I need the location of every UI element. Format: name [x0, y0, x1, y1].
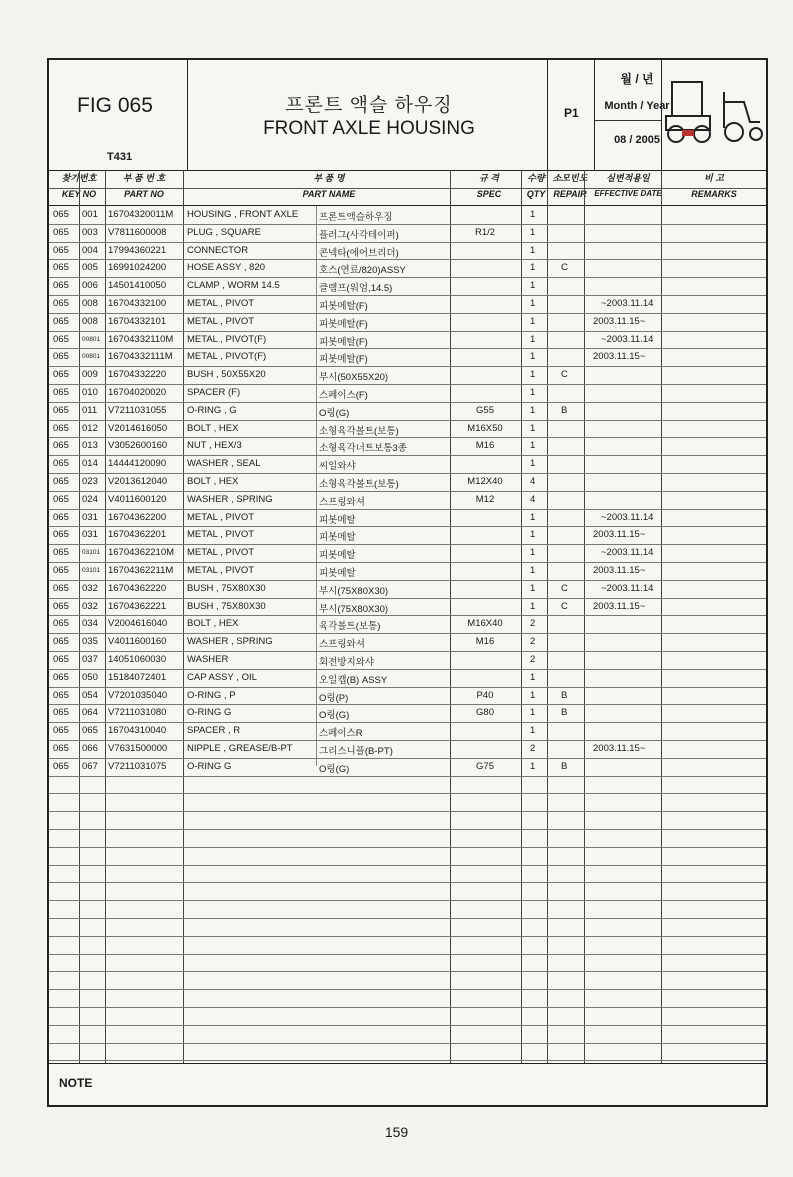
cell-key-no: 065 [82, 725, 98, 737]
cell-part-name-ko: 스프링와셔 [319, 496, 365, 508]
cell-part-name-en: METAL , PIVOT(F) [187, 351, 267, 363]
cell-part-no: 16704020020 [108, 387, 167, 398]
col-name-ko: 부 품 명 [313, 173, 345, 183]
cell-qty: 2 [530, 654, 536, 665]
cell-key-no: 014 [82, 458, 98, 470]
cell-spec: M16 [475, 440, 495, 452]
cell-qty: 1 [530, 333, 536, 345]
table-row [49, 687, 766, 706]
table-row [49, 259, 766, 278]
empty-row [49, 829, 766, 848]
cell-qty: 1 [530, 244, 536, 256]
col-eff-ko: 실변적용일 [606, 173, 650, 183]
cell-key-no: 010 [82, 387, 98, 398]
cell-part-no: 16704320011M [108, 209, 174, 220]
empty-row [49, 1007, 766, 1026]
col-key-ko: 찾기번호 [61, 173, 97, 183]
cell-part-name-ko: 피봇메탈(F) [319, 301, 368, 312]
empty-row [49, 882, 766, 901]
cell-spec: P40 [476, 689, 494, 701]
cell-key-no: 012 [82, 422, 98, 434]
cell-part-name-ko: 오일캡(B) ASSY [319, 674, 388, 686]
table-row [49, 277, 766, 296]
cell-spec: M12X40 [467, 476, 503, 487]
cell-fig: 065 [53, 600, 69, 612]
table-row [49, 633, 766, 652]
cell-qty: 1 [530, 298, 536, 309]
table-row [49, 740, 766, 759]
cell-spec: M16 [475, 636, 495, 648]
cell-effective-date: 2003.11.15~ [593, 743, 646, 754]
cell-part-no: V2014616050 [108, 422, 168, 434]
cell-fig: 065 [53, 209, 69, 220]
cell-fig: 065 [53, 565, 69, 576]
cell-fig: 065 [53, 298, 69, 309]
cell-fig: 065 [53, 618, 69, 630]
cell-fig: 065 [53, 387, 69, 398]
col-name-en: PART NAME [302, 189, 356, 199]
cell-fig: 065 [53, 244, 69, 256]
cell-part-name-ko: 피봇메탈 [319, 568, 356, 579]
col-qty-ko: 수량 [527, 173, 545, 183]
empty-row [49, 971, 766, 990]
table-row [49, 242, 766, 261]
cell-qty: 1 [530, 707, 536, 719]
cell-part-no: V3052600160 [108, 440, 168, 452]
cell-part-name-ko: O링(G) [319, 407, 350, 419]
note-label: NOTE [59, 1076, 93, 1090]
cell-fig: 065 [53, 333, 69, 345]
cell-part-name-ko: O링(G) [319, 763, 350, 775]
cell-part-name-en: NUT , HEX/3 [187, 440, 242, 452]
cell-qty: 2 [530, 636, 536, 648]
table-row [49, 348, 766, 367]
cell-part-name-ko: 피봇메탈 [319, 532, 356, 544]
cell-key-no: 009 [82, 369, 98, 381]
cell-part-no: 16704332110M [108, 333, 174, 345]
table-row [49, 420, 766, 439]
cell-part-no: V7211031075 [108, 760, 167, 772]
cell-repair: C [561, 262, 568, 274]
cell-key-no: 067 [82, 760, 98, 772]
cell-part-no: V2013612040 [108, 476, 168, 487]
cell-fig: 065 [53, 315, 69, 327]
table-row [49, 295, 766, 314]
table-row [49, 313, 766, 332]
cell-fig: 065 [53, 404, 69, 416]
col-remarks-ko: 비 고 [704, 173, 724, 183]
cell-qty: 1 [530, 547, 536, 559]
cell-qty: 1 [530, 725, 536, 737]
cell-part-name-ko: 피봇메탈(F) [319, 354, 368, 366]
cell-part-no: V4011600160 [108, 636, 167, 648]
cell-part-no: 15184072401 [108, 671, 167, 683]
cell-effective-date: ~2003.11.14 [601, 511, 654, 523]
cell-part-name-ko: 소형육각볼트(보통) [319, 425, 399, 437]
cell-qty: 1 [530, 404, 536, 416]
cell-key-no: 034 [82, 618, 98, 630]
cell-fig: 065 [53, 760, 69, 772]
empty-row [49, 776, 766, 795]
cell-part-no: 16704362200 [108, 511, 167, 523]
cell-qty: 1 [530, 369, 536, 381]
cell-qty: 1 [530, 529, 536, 541]
cell-part-name-ko: O링(G) [319, 710, 350, 722]
table-row [49, 598, 766, 617]
cell-part-name-ko: 씨일와샤 [319, 461, 356, 473]
cell-fig: 065 [53, 476, 69, 487]
col-eff-en: EFFECTIVE DATE [594, 189, 662, 198]
cell-qty: 1 [530, 315, 536, 327]
cell-part-name-en: BOLT , HEX [187, 422, 239, 434]
cell-part-name-ko: 스페이스(F) [319, 390, 368, 401]
table-row [49, 509, 766, 528]
cell-part-name-ko: 부시(75X80X30) [319, 585, 389, 597]
cell-part-name-ko: 피봇메탈 [319, 514, 356, 526]
cell-key-no: 03101 [82, 567, 101, 574]
cell-part-name-en: BUSH , 75X80X30 [187, 600, 266, 612]
cell-part-name-en: METAL , PIVOT [187, 565, 255, 576]
cell-repair: B [561, 689, 568, 701]
empty-row [49, 918, 766, 937]
cell-fig: 065 [53, 725, 69, 737]
cell-fig: 065 [53, 262, 69, 274]
cell-part-name-ko: 스페이스R [319, 728, 363, 740]
cell-key-no: 050 [82, 671, 98, 683]
table-row [49, 758, 766, 777]
cell-qty: 2 [530, 618, 536, 630]
cell-part-name-en: O-RING , G [187, 404, 237, 416]
cell-qty: 1 [530, 262, 536, 274]
cell-part-name-en: BOLT , HEX [187, 476, 239, 487]
cell-part-name-en: SPACER , R [187, 725, 241, 737]
cell-part-name-ko: 부시(75X80X30) [319, 603, 389, 615]
cell-fig: 065 [53, 511, 69, 523]
cell-part-name-en: NIPPLE , GREASE/B-PT [187, 743, 293, 754]
cell-part-no: 14501410050 [108, 280, 167, 292]
cell-part-no: 14444120090 [108, 458, 167, 470]
cell-part-no: 16704362211M [108, 565, 174, 576]
cell-part-name-en: METAL , PIVOT [187, 298, 255, 309]
cell-key-no: 023 [82, 476, 98, 487]
cell-part-no: 16704332100 [108, 298, 167, 309]
month-year-label-en: Month / Year [604, 100, 670, 112]
sheet-header [49, 60, 766, 171]
col-part-en: PART NO [124, 189, 164, 199]
cell-part-no: V7811600008 [108, 226, 167, 238]
cell-part-name-en: METAL , PIVOT [187, 529, 255, 541]
table-row [49, 366, 766, 385]
cell-part-name-en: O-RING G [187, 707, 232, 719]
cell-part-name-en: HOSE ASSY , 820 [187, 262, 265, 274]
cell-qty: 1 [530, 511, 536, 523]
table-row [49, 669, 766, 688]
cell-part-name-ko: 소형육각볼트(보통) [319, 479, 399, 490]
cell-repair: B [561, 404, 568, 416]
cell-part-name-en: CAP ASSY , OIL [187, 671, 257, 683]
col-repair-ko: 소모빈도 [552, 173, 588, 183]
cell-key-no: 011 [82, 404, 98, 416]
cell-spec: M16X50 [467, 422, 503, 434]
cell-key-no: 064 [82, 707, 98, 719]
cell-fig: 065 [53, 280, 69, 292]
cell-fig: 065 [53, 671, 69, 683]
empty-row [49, 989, 766, 1008]
cell-effective-date: 2003.11.15~ [593, 565, 646, 576]
cell-part-no: 16704310040 [108, 725, 167, 737]
table-row [49, 384, 766, 403]
cell-key-no: 008 [82, 315, 98, 327]
cell-part-no: V4011600120 [108, 493, 167, 505]
cell-key-no: 005 [82, 262, 98, 274]
cell-qty: 1 [530, 209, 536, 220]
empty-row [49, 1025, 766, 1044]
cell-part-name-en: O-RING , P [187, 689, 236, 701]
table-row [49, 473, 766, 492]
cell-key-no: 00801 [82, 335, 101, 343]
cell-spec: G75 [476, 760, 494, 772]
cell-part-name-en: WASHER [187, 654, 229, 665]
cell-repair: C [561, 600, 568, 612]
table-row [49, 455, 766, 474]
month-year-label-ko: 월 / 년 [620, 72, 654, 86]
cell-part-name-en: WASHER , SEAL [187, 458, 261, 470]
cell-part-name-en: WASHER , SPRING [187, 636, 273, 648]
table-row [49, 704, 766, 723]
table-row [49, 544, 766, 563]
cell-part-name-en: SPACER (F) [187, 387, 241, 398]
cell-qty: 1 [530, 565, 536, 576]
cell-key-no: 003 [82, 226, 98, 238]
cell-part-name-en: BUSH , 50X55X20 [187, 369, 266, 381]
table-row [49, 331, 766, 350]
cell-part-no: 16704332101 [108, 315, 167, 327]
cell-spec: R1/2 [474, 226, 496, 238]
cell-repair: C [561, 582, 568, 594]
cell-key-no: 031 [82, 529, 98, 541]
cell-part-name-ko: 프론트액슬하우징 [319, 212, 393, 223]
tractor-icon [664, 72, 764, 152]
empty-row [49, 954, 766, 973]
empty-row [49, 1043, 766, 1062]
cell-key-no: 031 [82, 511, 98, 523]
model-code: T431 [107, 151, 133, 163]
cell-effective-date: ~2003.11.14 [601, 298, 654, 309]
cell-part-no: 16704332111M [108, 351, 173, 363]
cell-fig: 065 [53, 743, 69, 754]
cell-part-name-ko: 클램프(워엄,14.5) [319, 283, 393, 295]
cell-effective-date: ~2003.11.14 [601, 582, 654, 594]
cell-part-name-ko: 그리스니플(B-PT) [319, 746, 393, 757]
table-row [49, 491, 766, 510]
empty-row [49, 793, 766, 812]
cell-spec: M16X40 [467, 618, 503, 630]
table-row [49, 206, 766, 225]
cell-fig: 065 [53, 369, 69, 381]
fig-number: FIG 065 [77, 94, 153, 117]
cell-part-name-ko: O링(P) [319, 692, 349, 704]
table-row [49, 562, 766, 581]
empty-row [49, 936, 766, 955]
table-row [49, 402, 766, 421]
cell-part-name-en: WASHER , SPRING [187, 493, 273, 505]
cell-effective-date: 2003.11.15~ [593, 315, 646, 327]
cell-qty: 2 [530, 743, 536, 754]
cell-spec: G80 [476, 707, 494, 719]
cell-repair: B [561, 760, 568, 772]
cell-key-no: 004 [82, 244, 98, 256]
cell-part-no: 16704332220 [108, 369, 167, 381]
empty-row [49, 900, 766, 919]
cell-fig: 065 [53, 636, 69, 648]
cell-part-name-ko: 플러그(사각테이퍼) [319, 229, 399, 241]
cell-qty: 1 [530, 226, 536, 238]
cell-part-name-en: BUSH , 75X80X30 [187, 582, 266, 594]
cell-qty: 1 [530, 280, 536, 292]
cell-part-name-en: METAL , PIVOT [187, 315, 255, 327]
cell-effective-date: 2003.11.15~ [593, 600, 646, 612]
table-row [49, 224, 766, 243]
cell-part-name-en: PLUG , SQUARE [187, 226, 261, 238]
cell-part-name-ko: 피봇메탈(F) [319, 318, 368, 330]
cell-part-name-en: METAL , PIVOT [187, 547, 255, 559]
cell-effective-date: ~2003.11.14 [601, 333, 654, 345]
cell-qty: 4 [530, 476, 536, 487]
cell-part-no: 17994360221 [108, 244, 167, 256]
cell-qty: 1 [530, 387, 536, 398]
cell-fig: 065 [53, 422, 69, 434]
cell-part-name-en: CONNECTOR [187, 244, 249, 256]
cell-fig: 065 [53, 458, 69, 470]
cell-key-no: 001 [82, 209, 98, 220]
cell-part-no: 14051060030 [108, 654, 167, 665]
cell-key-no: 054 [82, 689, 98, 701]
page-code: P1 [564, 106, 579, 120]
table-row [49, 526, 766, 545]
cell-part-name-ko: 육각볼트(보통) [319, 621, 381, 633]
cell-fig: 065 [53, 547, 69, 559]
cell-part-name-ko: 소형육각너트보통3종 [319, 443, 407, 455]
col-qty-en: QTY [526, 189, 546, 199]
cell-key-no: 066 [82, 743, 98, 754]
cell-qty: 1 [530, 760, 536, 772]
cell-fig: 065 [53, 493, 69, 505]
cell-effective-date: 2003.11.15~ [593, 529, 646, 541]
cell-part-no: V7211031055 [108, 404, 167, 416]
cell-key-no: 037 [82, 654, 98, 665]
col-spec-en: SPEC [476, 189, 502, 199]
table-row [49, 437, 766, 456]
cell-fig: 065 [53, 351, 69, 363]
empty-row [49, 811, 766, 830]
cell-qty: 1 [530, 600, 536, 612]
cell-part-name-ko: 콘넥타(에어브리더) [319, 247, 399, 259]
cell-key-no: 035 [82, 636, 98, 648]
cell-part-name-ko: 회전방지와샤 [319, 657, 375, 668]
cell-qty: 1 [530, 689, 536, 701]
cell-key-no: 008 [82, 298, 98, 309]
month-year-value: 08 / 2005 [614, 134, 660, 146]
cell-qty: 1 [530, 582, 536, 594]
cell-repair: C [561, 369, 568, 381]
cell-part-no: 16704362220 [108, 582, 167, 594]
cell-qty: 4 [530, 493, 536, 505]
cell-part-name-ko: 피봇메탈(F) [319, 336, 368, 348]
cell-fig: 065 [53, 529, 69, 541]
parts-sheet [47, 58, 768, 1107]
empty-row [49, 847, 766, 866]
cell-qty: 1 [530, 351, 536, 363]
cell-part-no: V7201035040 [108, 689, 168, 701]
table-row [49, 651, 766, 670]
cell-part-no: 16991024200 [108, 262, 167, 274]
cell-part-name-ko: 피봇메탈 [319, 550, 356, 562]
col-part-ko: 부 품 번 호 [122, 173, 166, 183]
col-remarks-en: REMARKS [691, 189, 737, 199]
cell-part-name-en: METAL , PIVOT [187, 511, 255, 523]
cell-qty: 1 [530, 422, 536, 434]
cell-part-no: V7211031080 [108, 707, 167, 719]
cell-effective-date: 2003.11.15~ [593, 351, 646, 363]
title-korean: 프론트 액슬 하우징 [285, 95, 453, 116]
cell-part-no: 16704362210M [108, 547, 175, 559]
page-number: 159 [384, 1124, 409, 1140]
cell-key-no: 032 [82, 600, 98, 612]
cell-repair: B [561, 707, 568, 719]
cell-part-name-en: O-RING G [187, 760, 232, 772]
cell-fig: 065 [53, 226, 69, 238]
cell-part-name-en: HOUSING , FRONT AXLE [187, 209, 299, 220]
cell-fig: 065 [53, 582, 69, 594]
title-english: FRONT AXLE HOUSING [263, 118, 475, 139]
cell-qty: 1 [530, 440, 536, 452]
cell-part-name-en: BOLT , HEX [187, 618, 239, 630]
cell-fig: 065 [53, 707, 69, 719]
table-row [49, 580, 766, 599]
cell-key-no: 006 [82, 280, 98, 292]
cell-fig: 065 [53, 654, 69, 665]
cell-qty: 1 [530, 671, 536, 683]
col-repair-en: REPAIR [553, 189, 587, 199]
cell-part-name-en: CLAMP , WORM 14.5 [187, 280, 280, 292]
table-row [49, 722, 766, 741]
col-key-en: KEY NO [61, 189, 97, 199]
cell-key-no: 03101 [82, 549, 101, 557]
cell-key-no: 024 [82, 493, 98, 505]
col-spec-ko: 규 격 [479, 173, 499, 183]
cell-part-name-ko: 부시(50X55X20) [319, 372, 389, 384]
cell-part-no: V7631500000 [108, 743, 168, 754]
empty-row [49, 865, 766, 884]
cell-part-no: 16704362201 [108, 529, 167, 541]
cell-qty: 1 [530, 458, 536, 470]
cell-effective-date: ~2003.11.14 [601, 547, 654, 559]
cell-part-name-ko: 호스(연료/820)ASSY [319, 265, 406, 277]
cell-key-no: 00801 [82, 353, 101, 361]
cell-part-no: V2004616040 [108, 618, 168, 630]
cell-fig: 065 [53, 440, 69, 452]
table-row [49, 615, 766, 634]
cell-part-name-ko: 스프링와셔 [319, 639, 365, 651]
cell-fig: 065 [53, 689, 69, 701]
cell-key-no: 032 [82, 582, 98, 594]
cell-key-no: 013 [82, 440, 98, 452]
cell-part-name-en: METAL , PIVOT(F) [187, 333, 267, 345]
cell-spec: G55 [476, 404, 494, 416]
cell-part-no: 16704362221 [108, 600, 167, 612]
cell-spec: M12 [475, 493, 495, 505]
